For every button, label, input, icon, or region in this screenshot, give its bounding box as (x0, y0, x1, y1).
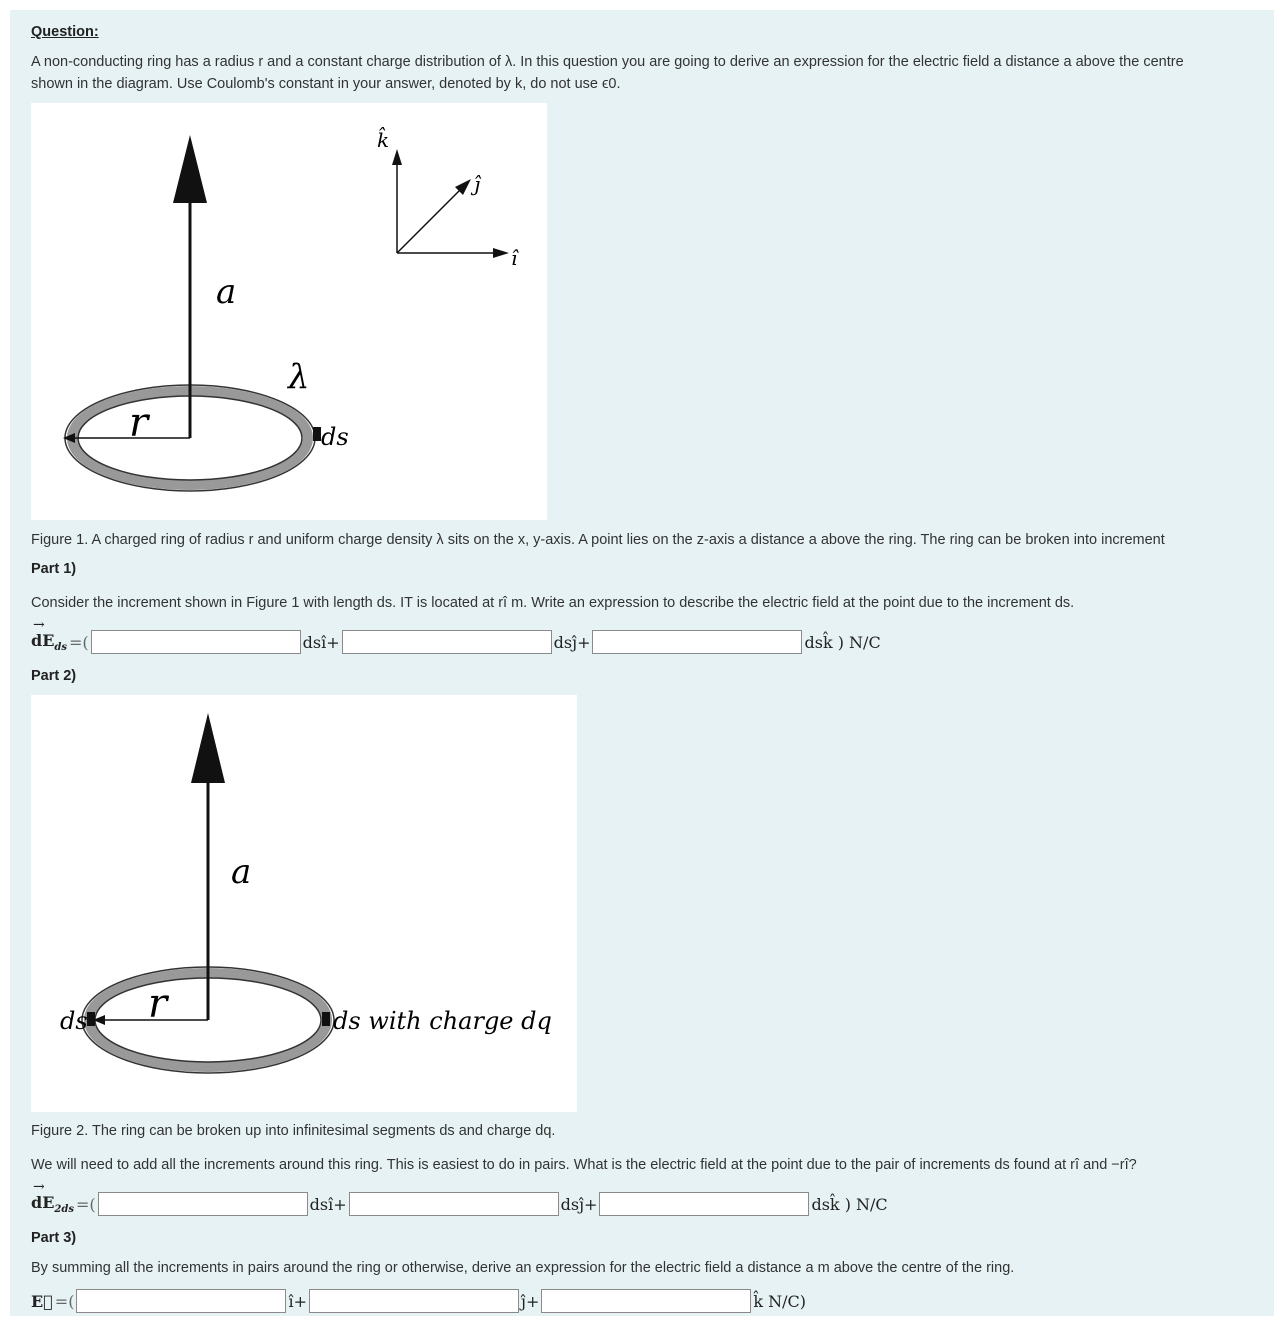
part-2-text: We will need to add all the increments around this ring. This is easiest to do in pairs. What is the electric field at the point due to the pair of increments ds found at rî and −rî? (31, 1157, 1137, 1173)
r-label-2: r (148, 981, 168, 1027)
part-3-title: Part 3) (31, 1230, 77, 1246)
part-1-i-unit: dsî+ (302, 632, 340, 652)
figure-2-diagram (31, 695, 577, 1112)
part-1-i-input[interactable] (91, 630, 301, 654)
part-3-k-input[interactable] (541, 1289, 751, 1313)
intro-line-1: A non-conducting ring has a radius r and a constant charge distribution of λ. In this question you are going to derive an expression for the electric field a distance a above the centre (31, 54, 1184, 70)
figure-2-caption: Figure 2. The ring can be broken up into infinitesimal segments ds and charge dq. (31, 1123, 556, 1139)
figure-1 (31, 103, 547, 520)
j-hat-label: ĵ (474, 172, 481, 196)
ds-segment-marker (313, 427, 321, 441)
part-2-open: =( (75, 1194, 96, 1214)
figure-1-diagram (31, 103, 547, 520)
k-hat-label: k̂ (377, 128, 390, 152)
part-3-lhs: E⃗ (31, 1291, 53, 1311)
part-2-k-unit: dsk̂ ) N/C (811, 1194, 888, 1214)
part-2-i-unit: dsî+ (309, 1194, 347, 1214)
ds-left-label: ds (60, 1007, 88, 1035)
ds-right-marker (322, 1012, 330, 1026)
part-3-open: =( (54, 1291, 75, 1311)
part-3-j-unit: ĵ+ (520, 1291, 540, 1311)
part-2-lhs: → $dE_{2ds}$ (31, 1178, 74, 1216)
part-1-j-unit: dsĵ+ (553, 632, 591, 652)
part-1-k-unit: dsk̂ ) N/C (804, 632, 881, 652)
part-3-j-input[interactable] (309, 1289, 519, 1313)
part-2-answer-row (31, 1178, 890, 1218)
question-panel (10, 10, 1274, 1316)
part-3-answer-row (31, 1287, 808, 1315)
part-3-text: By summing all the increments in pairs around the ring or otherwise, derive an expression for the electric field a distance a m above the centre of the ring. (31, 1260, 1015, 1276)
a-label-2: a (231, 852, 252, 892)
part-1-title: Part 1) (31, 561, 77, 577)
figure-2 (31, 695, 577, 1112)
part-2-k-input[interactable] (599, 1192, 809, 1216)
ds-label: ds (321, 423, 349, 451)
r-label: r (129, 400, 149, 446)
part-3-i-unit: î+ (288, 1291, 307, 1311)
a-label: a (216, 272, 237, 312)
part-1-j-input[interactable] (342, 630, 552, 654)
part-1-open: =( (69, 632, 89, 652)
part-2-title: Part 2) (31, 668, 77, 684)
part-3-i-input[interactable] (76, 1289, 286, 1313)
part-3-k-unit: k̂ N/C) (753, 1291, 807, 1311)
part-1-lhs: → $dE_{ds}$ (31, 616, 68, 654)
z-arrow-head (173, 135, 207, 203)
ds-right-label: ds with charge dq (333, 1007, 552, 1035)
lambda-label: λ (288, 357, 310, 397)
part-1-answer-row (31, 616, 883, 656)
z-arrow-head-2 (191, 713, 225, 783)
part-1-text: Consider the increment shown in Figure 1 with length ds. IT is located at rî m. Write an expression to describe the electric field at the point due to the increment ds. (31, 595, 1075, 611)
question-heading: Question: (31, 24, 99, 40)
intro-line-2: shown in the diagram. Use Coulomb's constant in your answer, denoted by k, do not use ϵ0. (31, 76, 621, 92)
part-2-j-unit: dsĵ+ (560, 1194, 598, 1214)
figure-1-caption: Figure 1. A charged ring of radius r and uniform charge density λ sits on the x, y-axis. A point lies on the z-axis a distance a above the ring. The ring can be broken into increment (31, 532, 1165, 548)
part-2-j-input[interactable] (349, 1192, 559, 1216)
part-1-k-input[interactable] (592, 630, 802, 654)
part-2-i-input[interactable] (98, 1192, 308, 1216)
ds-left-marker (87, 1012, 95, 1026)
i-hat-label: î (511, 246, 518, 270)
